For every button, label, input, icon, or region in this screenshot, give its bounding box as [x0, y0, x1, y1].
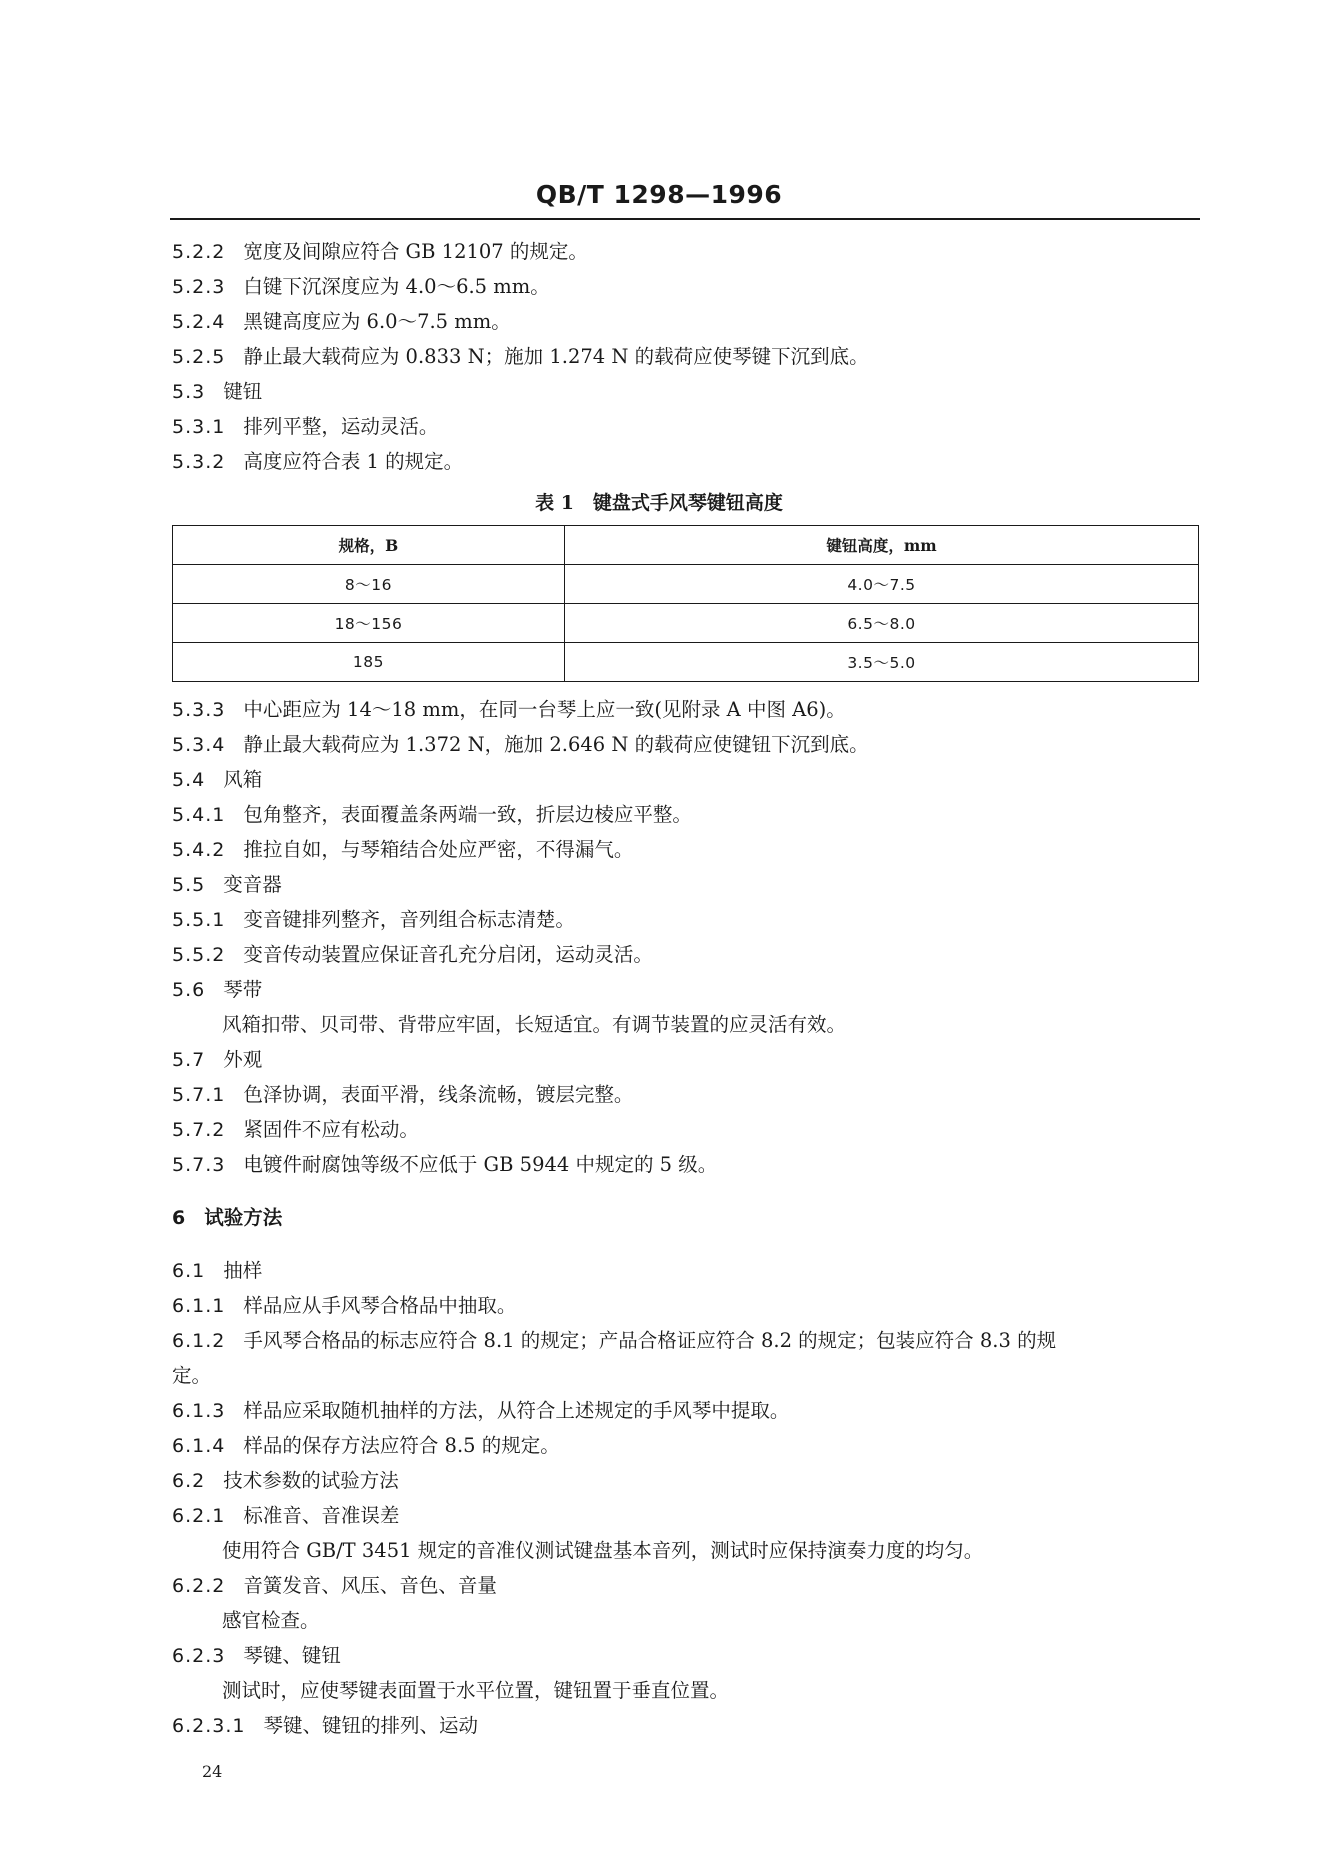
- clause-line: [172, 1291, 516, 1321]
- clause-line: [172, 1431, 560, 1461]
- clause-line: [172, 1326, 1056, 1356]
- clause-text: 感官检查。: [222, 1609, 320, 1632]
- clause-text: 琴键、键钮的排列、运动: [263, 1714, 478, 1737]
- header-rule: [170, 218, 1200, 220]
- clause-number: 6.1.3: [172, 1400, 226, 1422]
- clause-number: 6.1: [172, 1260, 206, 1282]
- clause-number: 5.5.2: [172, 944, 226, 966]
- paragraph-line: [222, 1536, 983, 1566]
- clause-number: 6.1.4: [172, 1435, 226, 1457]
- clause-text: 样品应从手风琴合格品中抽取。: [243, 1294, 517, 1317]
- clause-line: [172, 800, 692, 830]
- clause-line: [172, 1641, 341, 1671]
- page-number: 24: [202, 1762, 223, 1781]
- table-row: [173, 604, 1199, 643]
- clause-line: [172, 272, 550, 302]
- paragraph-line: [222, 1606, 320, 1636]
- clause-number: 5.2.5: [172, 346, 226, 368]
- clause-number: 6.2.3: [172, 1645, 226, 1667]
- table-row: [173, 565, 1199, 604]
- clause-number: 5.2.4: [172, 311, 226, 333]
- clause-line: [172, 835, 633, 865]
- table-cell: 8～16: [173, 565, 565, 604]
- clause-number: 5.7.2: [172, 1119, 226, 1141]
- clause-number: 6.1.2: [172, 1330, 226, 1352]
- clause-line: [172, 695, 846, 725]
- section-heading: [172, 377, 262, 407]
- clause-text: 键钮: [223, 380, 263, 403]
- clause-number: 6.2.2: [172, 1575, 226, 1597]
- clause-text: 静止最大载荷应为 1.372 N，施加 2.646 N 的载荷应使键钮下沉到底。: [243, 733, 869, 756]
- paragraph-line: [222, 1010, 846, 1040]
- section-number: 6: [172, 1207, 187, 1229]
- table-row: [173, 643, 1199, 682]
- table-header-row: [173, 526, 1199, 565]
- clause-text: 宽度及间隙应符合 GB 12107 的规定。: [243, 240, 588, 263]
- clause-line: [172, 237, 588, 267]
- paragraph-line: [222, 1676, 729, 1706]
- clause-number: 5.3.4: [172, 734, 226, 756]
- clause-line: [172, 412, 438, 442]
- clause-text: 外观: [223, 1048, 263, 1071]
- clause-text: 包角整齐，表面覆盖条两端一致，折层边棱应平整。: [243, 803, 692, 826]
- clause-text: 测试时，应使琴键表面置于水平位置，键钮置于垂直位置。: [222, 1679, 730, 1702]
- clause-text: 高度应符合表 1 的规定。: [243, 450, 464, 473]
- clause-text: 抽样: [223, 1259, 263, 1282]
- clause-line: [172, 447, 463, 477]
- clause-text: 样品的保存方法应符合 8.5 的规定。: [243, 1434, 560, 1457]
- table-cell: 3.5～5.0: [564, 643, 1198, 682]
- clause-number: 5.6: [172, 979, 206, 1001]
- clause-text: 音簧发音、风压、音色、音量: [243, 1574, 497, 1597]
- clause-number: 6.2.3.1: [172, 1715, 246, 1737]
- clause-text: 色泽协调，表面平滑，线条流畅，镀层完整。: [243, 1083, 634, 1106]
- clause-text: 黑键高度应为 6.0～7.5 mm。: [243, 310, 511, 333]
- clause-text: 技术参数的试验方法: [223, 1469, 399, 1492]
- standard-header: QB/T 1298—1996: [535, 180, 783, 209]
- clause-number: 6.2: [172, 1470, 206, 1492]
- clause-text: 变音键排列整齐，音列组合标志清楚。: [243, 908, 575, 931]
- section-heading: [172, 1256, 262, 1286]
- clause-text: 变音传动装置应保证音孔充分启闭，运动灵活。: [243, 943, 653, 966]
- clause-text: 变音器: [223, 873, 282, 896]
- clause-text: 标准音、音准误差: [243, 1504, 400, 1527]
- table-cell: 185: [173, 643, 565, 682]
- clause-text: 白键下沉深度应为 4.0～6.5 mm。: [243, 275, 550, 298]
- clause-line: [172, 1150, 717, 1180]
- clause-number: 5.4.1: [172, 804, 226, 826]
- clause-number: 6.1.1: [172, 1295, 226, 1317]
- clause-text: 琴带: [223, 978, 263, 1001]
- table-cell: 4.0～7.5: [564, 565, 1198, 604]
- key-height-table: [172, 525, 1199, 682]
- clause-text: 样品应采取随机抽样的方法，从符合上述规定的手风琴中提取。: [243, 1399, 790, 1422]
- clause-text: 定。: [172, 1364, 212, 1387]
- section-6-heading: [172, 1203, 282, 1233]
- section-heading: [172, 975, 262, 1005]
- clause-text: 推拉自如，与琴箱结合处应严密，不得漏气。: [243, 838, 634, 861]
- section-heading: [172, 1466, 399, 1496]
- section-heading: [172, 1045, 262, 1075]
- table-cell: 18～156: [173, 604, 565, 643]
- clause-text: 排列平整，运动灵活。: [243, 415, 439, 438]
- clause-number: 5.7.3: [172, 1154, 226, 1176]
- clause-line: [172, 940, 653, 970]
- clause-line: [172, 1711, 478, 1741]
- clause-number: 5.4: [172, 769, 206, 791]
- clause-text: 电镀件耐腐蚀等级不应低于 GB 5944 中规定的 5 级。: [243, 1153, 718, 1176]
- clause-number: 5.5.1: [172, 909, 226, 931]
- clause-number: 5.2.2: [172, 241, 226, 263]
- clause-line: [172, 1571, 497, 1601]
- table-header-cell: 键钮高度，mm: [564, 526, 1198, 565]
- clause-number: 5.3.1: [172, 416, 226, 438]
- clause-text: 风箱扣带、贝司带、背带应牢固，长短适宜。有调节装置的应灵活有效。: [222, 1013, 847, 1036]
- clause-line: [172, 307, 511, 337]
- clause-text: 风箱: [223, 768, 263, 791]
- clause-line: [172, 1501, 399, 1531]
- table-caption: 表 1 键盘式手风琴键钮高度: [535, 492, 783, 514]
- clause-line: [172, 1115, 419, 1145]
- clause-number: 6.2.1: [172, 1505, 226, 1527]
- table-header-cell: 规格，B: [173, 526, 565, 565]
- clause-line: [172, 1396, 789, 1426]
- clause-text: 紧固件不应有松动。: [243, 1118, 419, 1141]
- clause-text: 静止最大载荷应为 0.833 N；施加 1.274 N 的载荷应使琴键下沉到底。: [243, 345, 869, 368]
- section-title: 试验方法: [204, 1206, 283, 1229]
- clause-text: 使用符合 GB/T 3451 规定的音准仪测试键盘基本音列，测试时应保持演奏力度的均匀。: [222, 1539, 984, 1562]
- clause-number: 5.7: [172, 1049, 206, 1071]
- clause-text: 琴键、键钮: [243, 1644, 341, 1667]
- clause-text: 手风琴合格品的标志应符合 8.1 的规定；产品合格证应符合 8.2 的规定；包装应符合 8.3 的规: [243, 1329, 1057, 1352]
- clause-text: 中心距应为 14～18 mm，在同一台琴上应一致(见附录 A 中图 A6)。: [243, 698, 846, 721]
- clause-number: 5.3.3: [172, 699, 226, 721]
- clause-number: 5.2.3: [172, 276, 226, 298]
- clause-number: 5.7.1: [172, 1084, 226, 1106]
- clause-line: [172, 730, 869, 760]
- table-cell: 6.5～8.0: [564, 604, 1198, 643]
- clause-line: [172, 905, 575, 935]
- clause-number: 5.3: [172, 381, 206, 403]
- clause-number: 5.5: [172, 874, 206, 896]
- clause-number: 5.4.2: [172, 839, 226, 861]
- paragraph-line: [172, 1361, 211, 1391]
- clause-line: [172, 1080, 633, 1110]
- section-heading: [172, 870, 282, 900]
- clause-number: 5.3.2: [172, 451, 226, 473]
- section-heading: [172, 765, 262, 795]
- clause-line: [172, 342, 869, 372]
